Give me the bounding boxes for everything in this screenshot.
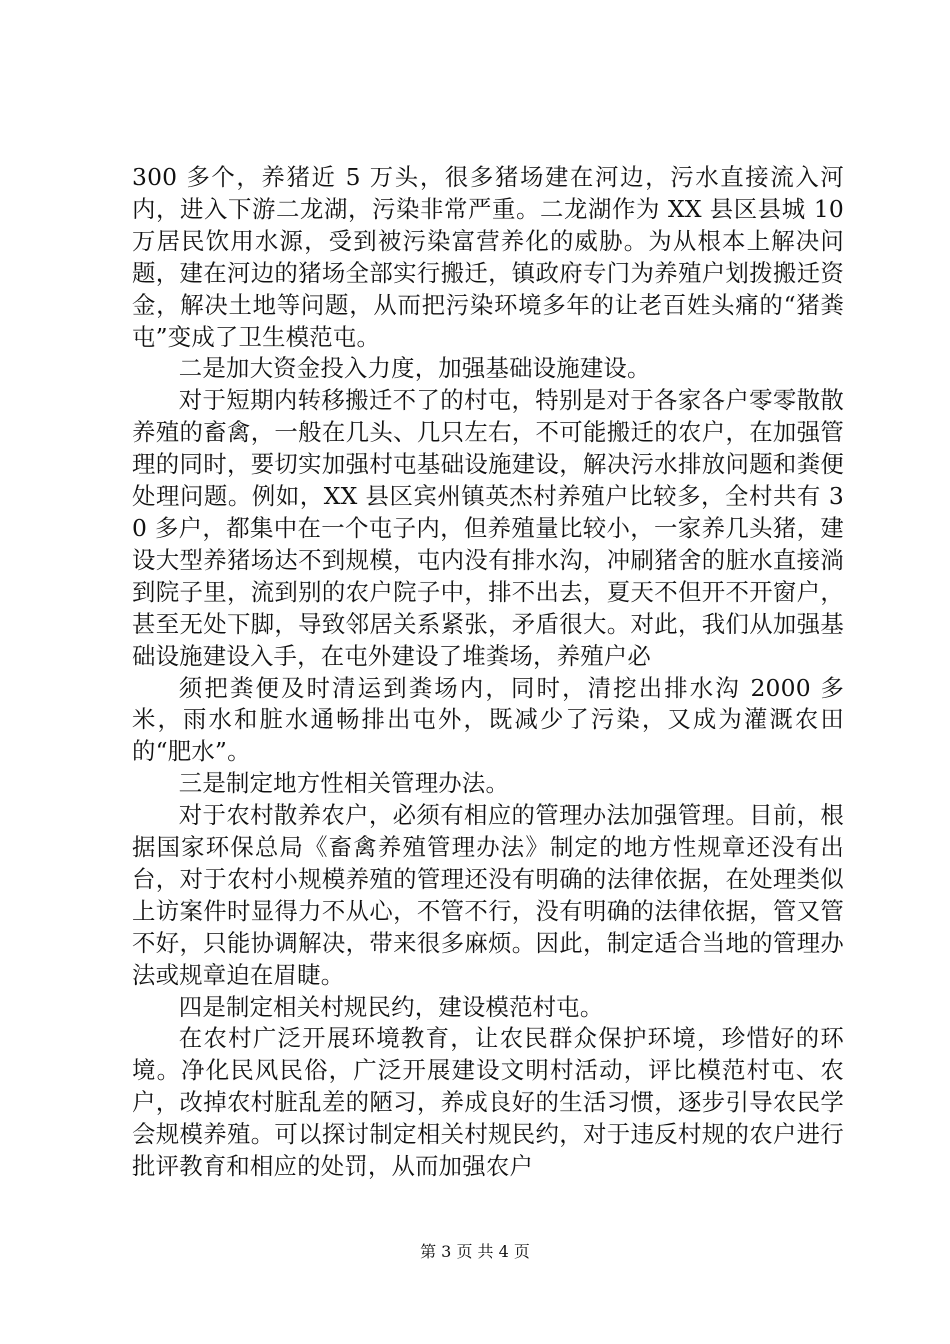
paragraph-2-heading: 二是加大资金投入力度，加强基础设施建设。	[178, 354, 651, 383]
document-body	[132, 162, 844, 1183]
paragraph-4: 须把粪便及时清运到粪场内，同时，清挖出排水沟 2000 多米，雨水和脏水通畅排出屯外，既减少了污染，又成为灌溉农田的“肥水”。	[132, 673, 844, 766]
paragraph-3: 对于短期内转移搬迁不了的村屯，特别是对于各家各户零零散散养殖的畜禽，一般在几头、几只左右，不可能搬迁的农户，在加强管理的同时，要切实加强村屯基础设施建设，解决污水排放问题和粪便处理问题。例如，XX 县区宾州镇英杰村养殖户比较多，全村共有 30 多户，都集中在一个屯子内，但养殖量比较小，一家养几头猪，建设大型养猪场达不到规模，屯内没有排水沟，冲刷猪舍的脏水直接淌到院子里，流到别的农户院子中，排不出去，夏天不但开不开窗户，甚至无处下脚，导致邻居关系紧张，矛盾很大。对此，我们从加强基础设施建设入手，在屯外建设了堆粪场，养殖户必	[132, 386, 844, 670]
paragraph-7-heading: 四是制定相关村规民约，建设模范村屯。	[178, 992, 604, 1021]
paragraph-8: 在农村广泛开展环境教育，让农民群众保护环境，珍惜好的环境。净化民风民俗，广泛开展建设文明村活动，评比模范村屯、农户，改掉农村脏乱差的陋习，养成良好的生活习惯，逐步引导农民学会规模养殖。可以探讨制定相关村规民约，对于违反村规的农户进行批评教育和相应的处罚，从而加强农户	[132, 1024, 844, 1181]
paragraph-6: 对于农村散养农户，必须有相应的管理办法加强管理。目前，根据国家环保总局《畜禽养殖管理办法》制定的地方性规章还没有出台，对于农村小规模养殖的管理还没有明确的法律依据，在处理类似上访案件时显得力不从心，不管不行，没有明确的法律依据，管又管不好，只能协调解决，带来很多麻烦。因此，制定适合当地的管理办法或规章迫在眉睫。	[132, 801, 844, 989]
paragraph-1: 300 多个，养猪近 5 万头，很多猪场建在河边，污水直接流入河内，进入下游二龙湖，污染非常严重。二龙湖作为 XX 县区县城 10 万居民饮用水源，受到被污染富营养化的威胁。为从根本上解决问题，建在河边的猪场全部实行搬迁，镇政府专门为养殖户划拨搬迁资金，解决土地等问题，从而把污染环境多年的让老百姓头痛的“猪粪屯”变成了卫生模范屯。	[132, 163, 844, 351]
page-footer: 第 3 页 共 4 页	[420, 1242, 530, 1261]
paragraph-5-heading: 三是制定地方性相关管理办法。	[178, 769, 510, 798]
